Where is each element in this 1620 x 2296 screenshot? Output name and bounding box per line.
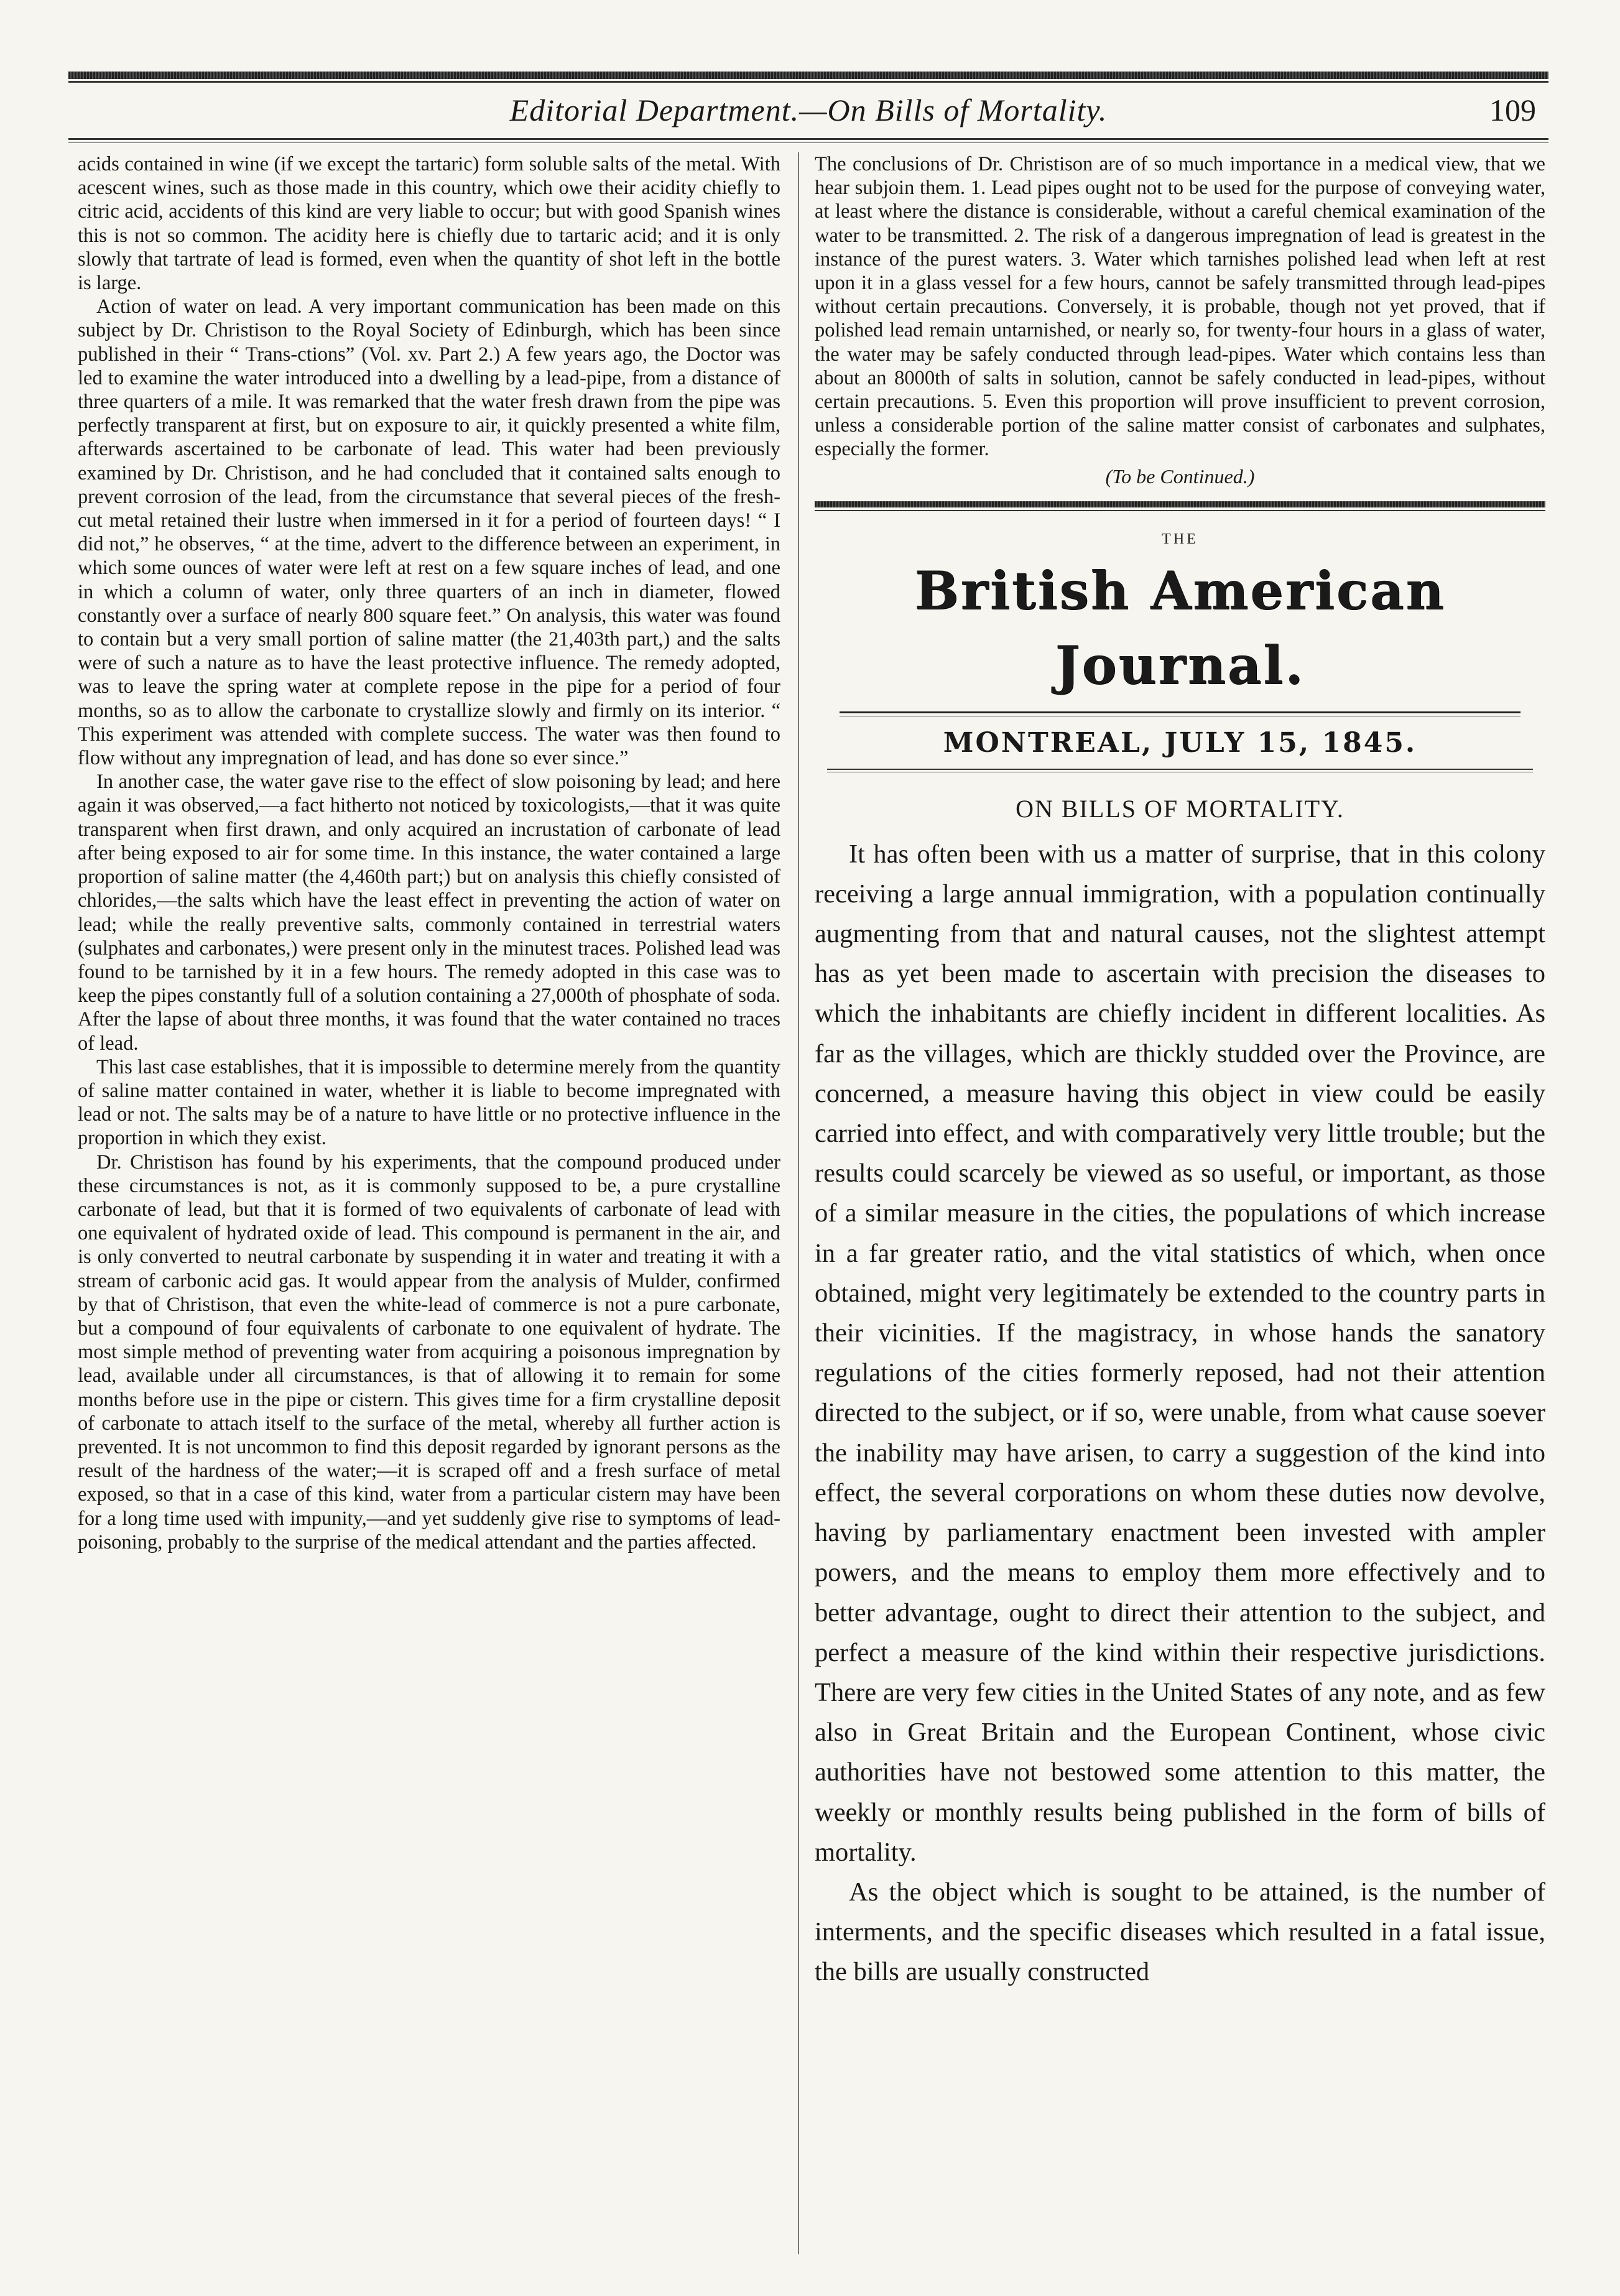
left-column: [78, 152, 780, 2254]
article-title: ON BILLS OF MORTALITY.: [1016, 794, 1345, 823]
article-paragraph-1: It has often been with us a matter of surprise, that in this colony receiving a large annual immigration, with a population continually augmenting from that and natural causes, not the slightest attempt has as yet been made to ascertain with precision the diseases to which the inhabitants are chiefly incident in different localities. As far as the villages, which are thickly studded over the Province, are concerned, a measure having this object in view could be easily carried into effect, and with comparatively very little trouble; but the results could scarcely be viewed as so useful, or important, as those of a similar measure in the cities, the populations of which increase in a far greater ratio, and the vital statistics of which, when once obtained, might very legitimately be extended to the country parts in their vicinities. If the magistracy, in whose hands the sanatory regulations of the cities formerly reposed, had not their attention directed to the subject, or if so, were unable, from what cause soever the inability may have arisen, to carry a suggestion of the kind into effect, the several corporations on whom these duties now devolve, having by parliamentary enactment been invested with ampler powers, and the means to employ them more effectively and to better advantage, ought to direct their attention to the subject, and perfect a measure of the kind within their respective jurisdictions. There are very few cities in the United States of any note, and as few also in Great Britain and the European Continent, whose civic authorities have not bestowed some attention to this matter, the weekly or monthly results being published in the form of bills of mortality.: [815, 839, 1545, 1867]
right-column: [815, 152, 1545, 2267]
left-paragraph-1: acids contained in wine (if we except the tartaric) form soluble salts of the metal. With acescent wines, such as those made in this country, which owe their acidity chiefly to citric acid, accidents of this kind are very liable to occur; but with good Spanish wines this is not so common. The acidity here is chiefly due to tartaric acid; and it is only slowly that tartrate of lead is formed, even when the quantity of shot left in the bottle is large.: [78, 153, 780, 295]
top-rule-thin: [68, 81, 1548, 83]
top-ornamental-rule: [68, 72, 1548, 79]
section-rule-thin: [815, 510, 1545, 511]
dateline-rule: [827, 769, 1533, 770]
dateline: MONTREAL, JULY 15, 1845.: [943, 726, 1417, 759]
masthead-the: THE: [1162, 530, 1198, 547]
left-paragraph-3: In another case, the water gave rise to the effect of slow poisoning by lead; and here again it was observed,—a fact hitherto not noticed by toxicologists,—that it was quite transparent when first drawn, and only acquired an incrustation of carbonate of lead after being exposed to air for some time. In this instance, the water contained a large proportion of saline matter (the 4,460th part;) but on analysis this chiefly consisted of chlorides,—the salts which have the least effect in preventing the action of water on lead; while the really preventive salts, commonly contained in terrestrial waters (sulphates and carbonates,) were present only in the minutest traces. Polished lead was found to be tarnished by it in a few hours. The remedy adopted in this case was to keep the pipes constantly full of a solution containing a 27,000th of phosphate of soda. After the lapse of about three months, it was found that the water contained no traces of lead.: [78, 771, 780, 1055]
head-rule: [68, 138, 1548, 140]
running-head-title: Editorial Department.—On Bills of Mortality.: [509, 93, 1108, 127]
left-paragraph-2: Action of water on lead. A very important communication has been made on this subject by Dr. Christison to the Royal Society of Edinburgh, which has been since published in their “ Trans-ctions” (Vol. xv. Part 2.) A few years ago, the Doctor was led to examine the water introduced into a dwelling by a lead-pipe, from a distance of three quarters of a mile. It was remarked that the water fresh drawn from the pipe was perfectly transparent at first, but on exposure to air, it quickly presented a white film, afterwards ascertained to be carbonate of lead. This water had been previously examined by Dr. Christison, and he had concluded that it contained salts enough to prevent corrosion of the lead, from the circumstance that several pieces of the fresh-cut metal retained their lustre when immersed in it for a period of fourteen days! “ I did not,” he observes, “ at the time, advert to the difference between an experiment, in which some ounces of water were left at rest on a few square inches of lead, and one in which a column of water, only three quarters of an inch in diameter, flowed constantly over a surface of nearly 800 square feet.” On analysis, this water was found to contain but a very small portion of saline matter (the 21,403th part,) and the salts were of such a nature as to have the least protective influence. The remedy adopted, was to leave the spring water at complete repose in the pipe for a period of four months, so as to allow the carbonate to crystallize slowly and firmly on its interior. “ This experiment was attended with complete success. The water was then found to flow without any impregnation of lead, and has done so ever since.”: [78, 295, 780, 770]
to-be-continued: (To be Continued.): [1105, 465, 1255, 488]
conclusions-paragraph: The conclusions of Dr. Christison are of so much importance in a medical view, that we hear subjoin them. 1. Lead pipes ought not to be used for the purpose of conveying water, at least where the distance is considerable, without a careful chemical examination of the water to be transmitted. 2. The risk of a dangerous impregnation of lead is greatest in the instance of the purest waters. 3. Water which tarnishes polished lead when left at rest upon it in a glass vessel for a few hours, cannot be safely transmitted through lead-pipes without certain precautions. Conversely, it is probable, though not yet proved, that if polished lead remain untarnished, or nearly so, for twenty-four hours in a glass of water, the water may be safely conducted through lead-pipes. Water which contains less than about an 8000th of salts in solution, cannot be safely conducted in lead-pipes, without certain precautions. 5. Even this proportion will prove insufficient to prevent corrosion, unless a considerable portion of the saline matter consist of carbonates and sulphates, especially the former.: [815, 153, 1545, 461]
running-head: [68, 87, 1548, 134]
section-ornamental-rule: [815, 501, 1545, 507]
page-number: 109: [1489, 93, 1536, 127]
left-paragraph-5: Dr. Christison has found by his experiments, that the compound produced under these circumstances is not, as it is commonly supposed to be, a pure crystalline carbonate of lead, but that it is formed of two equivalents of carbonate of lead with one equivalent of hydrated oxide of lead. This compound is permanent in the air, and is only converted to neutral carbonate by suspending it in water and treating it with a stream of carbonic acid gas. It would appear from the analysis of Mulder, confirmed by that of Christison, that even the white-lead of commerce is not a pure carbonate, but a compound of four equivalents of carbonate to one equivalent of hydrate. The most simple method of preventing water from acquiring a poisonous impregnation by lead, available under all circumstances, is that of allowing it to remain for some months before use in the pipe or cistern. This gives time for a firm crystalline deposit of carbonate to attach itself to the surface of the metal, whereby all further action is prevented. It is not uncommon to find this deposit regarded by ignorant persons as the result of the hardness of the water;—it is scraped off and a fresh surface of metal exposed, so that in a case of this kind, water from a particular cistern may have been for a long time used with impunity,—and yet suddenly give rise to symptoms of lead-poisoning, probably to the surprise of the medical attendant and the parties affected.: [78, 1150, 780, 1553]
masthead-rule: [840, 711, 1520, 713]
masthead-title: British American Journal.: [914, 559, 1446, 696]
head-rule-thin: [68, 142, 1548, 143]
left-paragraph-4: This last case establishes, that it is impossible to determine merely from the quantity of saline matter contained in water, whether it is liable to become impregnated with lead or not. The salts may be of a nature to have little or no protective influence in the proportion in which they exist.: [78, 1055, 780, 1150]
article-paragraph-2: As the object which is sought to be attained, is the number of interments, and the specific diseases which resulted in a fatal issue, the bills are usually constructed: [815, 1877, 1545, 1987]
column-divider: [798, 152, 799, 2254]
